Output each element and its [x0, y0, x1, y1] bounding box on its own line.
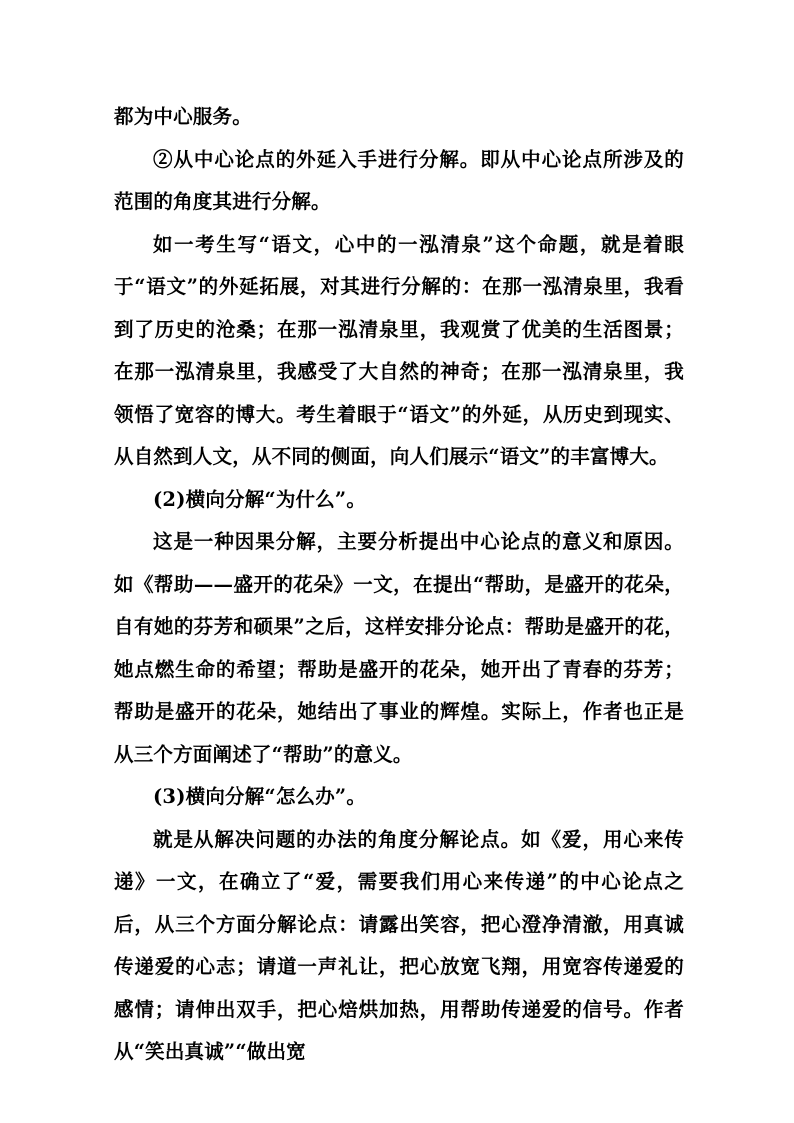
paragraph-continuation: 都为中心服务。 [114, 105, 252, 128]
heading-why: (2)横向分解“为什么”。 [153, 487, 367, 511]
paragraph-cause-effect: 这是一种因果分解，主要分析提出中心论点的意义和原因。如《帮助——盛开的花朵》一文，在提出“帮助，是盛开的花朵，自有她的芬芳和硕果”之后，这样安排分论点：帮助是盛开的花，她点燃生命的希望；帮助是盛开的花朵，她开出了青春的芬芳；帮助是盛开的花朵，她结出了事业的辉煌。实际上，作者也正是从三个方面阐述了“帮助”的意义。 [114, 530, 684, 766]
heading-how: (3)横向分解“怎么办”。 [153, 785, 367, 808]
paragraph-solution-method: 就是从解决问题的办法的角度分解论点。如《爱，用心来传递》一文，在确立了“爱，需要我们用心来传递”的中心论点之后，从三个方面分解论点：请露出笑容，把心澄净清澈，用真诚传递爱的心志；请道一声礼让，把心放宽飞翔，用宽容传递爱的感情；请伸出双手，把心焙烘加热，用帮助传递爱的信号。作者从“笑出真诚”“做出宽 [114, 827, 684, 1063]
paragraph-extension-method: ②从中心论点的外延入手进行分解。即从中心论点所涉及的范围的角度其进行分解。 [114, 147, 684, 213]
paragraph-chinese-example: 如一考生写“语文，心中的一泓清泉”这个命题，就是着眼于“语文”的外延拓展，对其进行分解的：在那一泓清泉里，我看到了历史的沧桑；在那一泓清泉里，我观赏了优美的生活图景；在那一泓清泉里，我感受了大自然的神奇；在那一泓清泉里，我领悟了宽容的博大。考生着眼于“语文”的外延，从历史到现实、从自然到人文，从不同的侧面，向人们展示“语文”的丰富博大。 [114, 232, 684, 468]
document-body [114, 96, 684, 1074]
